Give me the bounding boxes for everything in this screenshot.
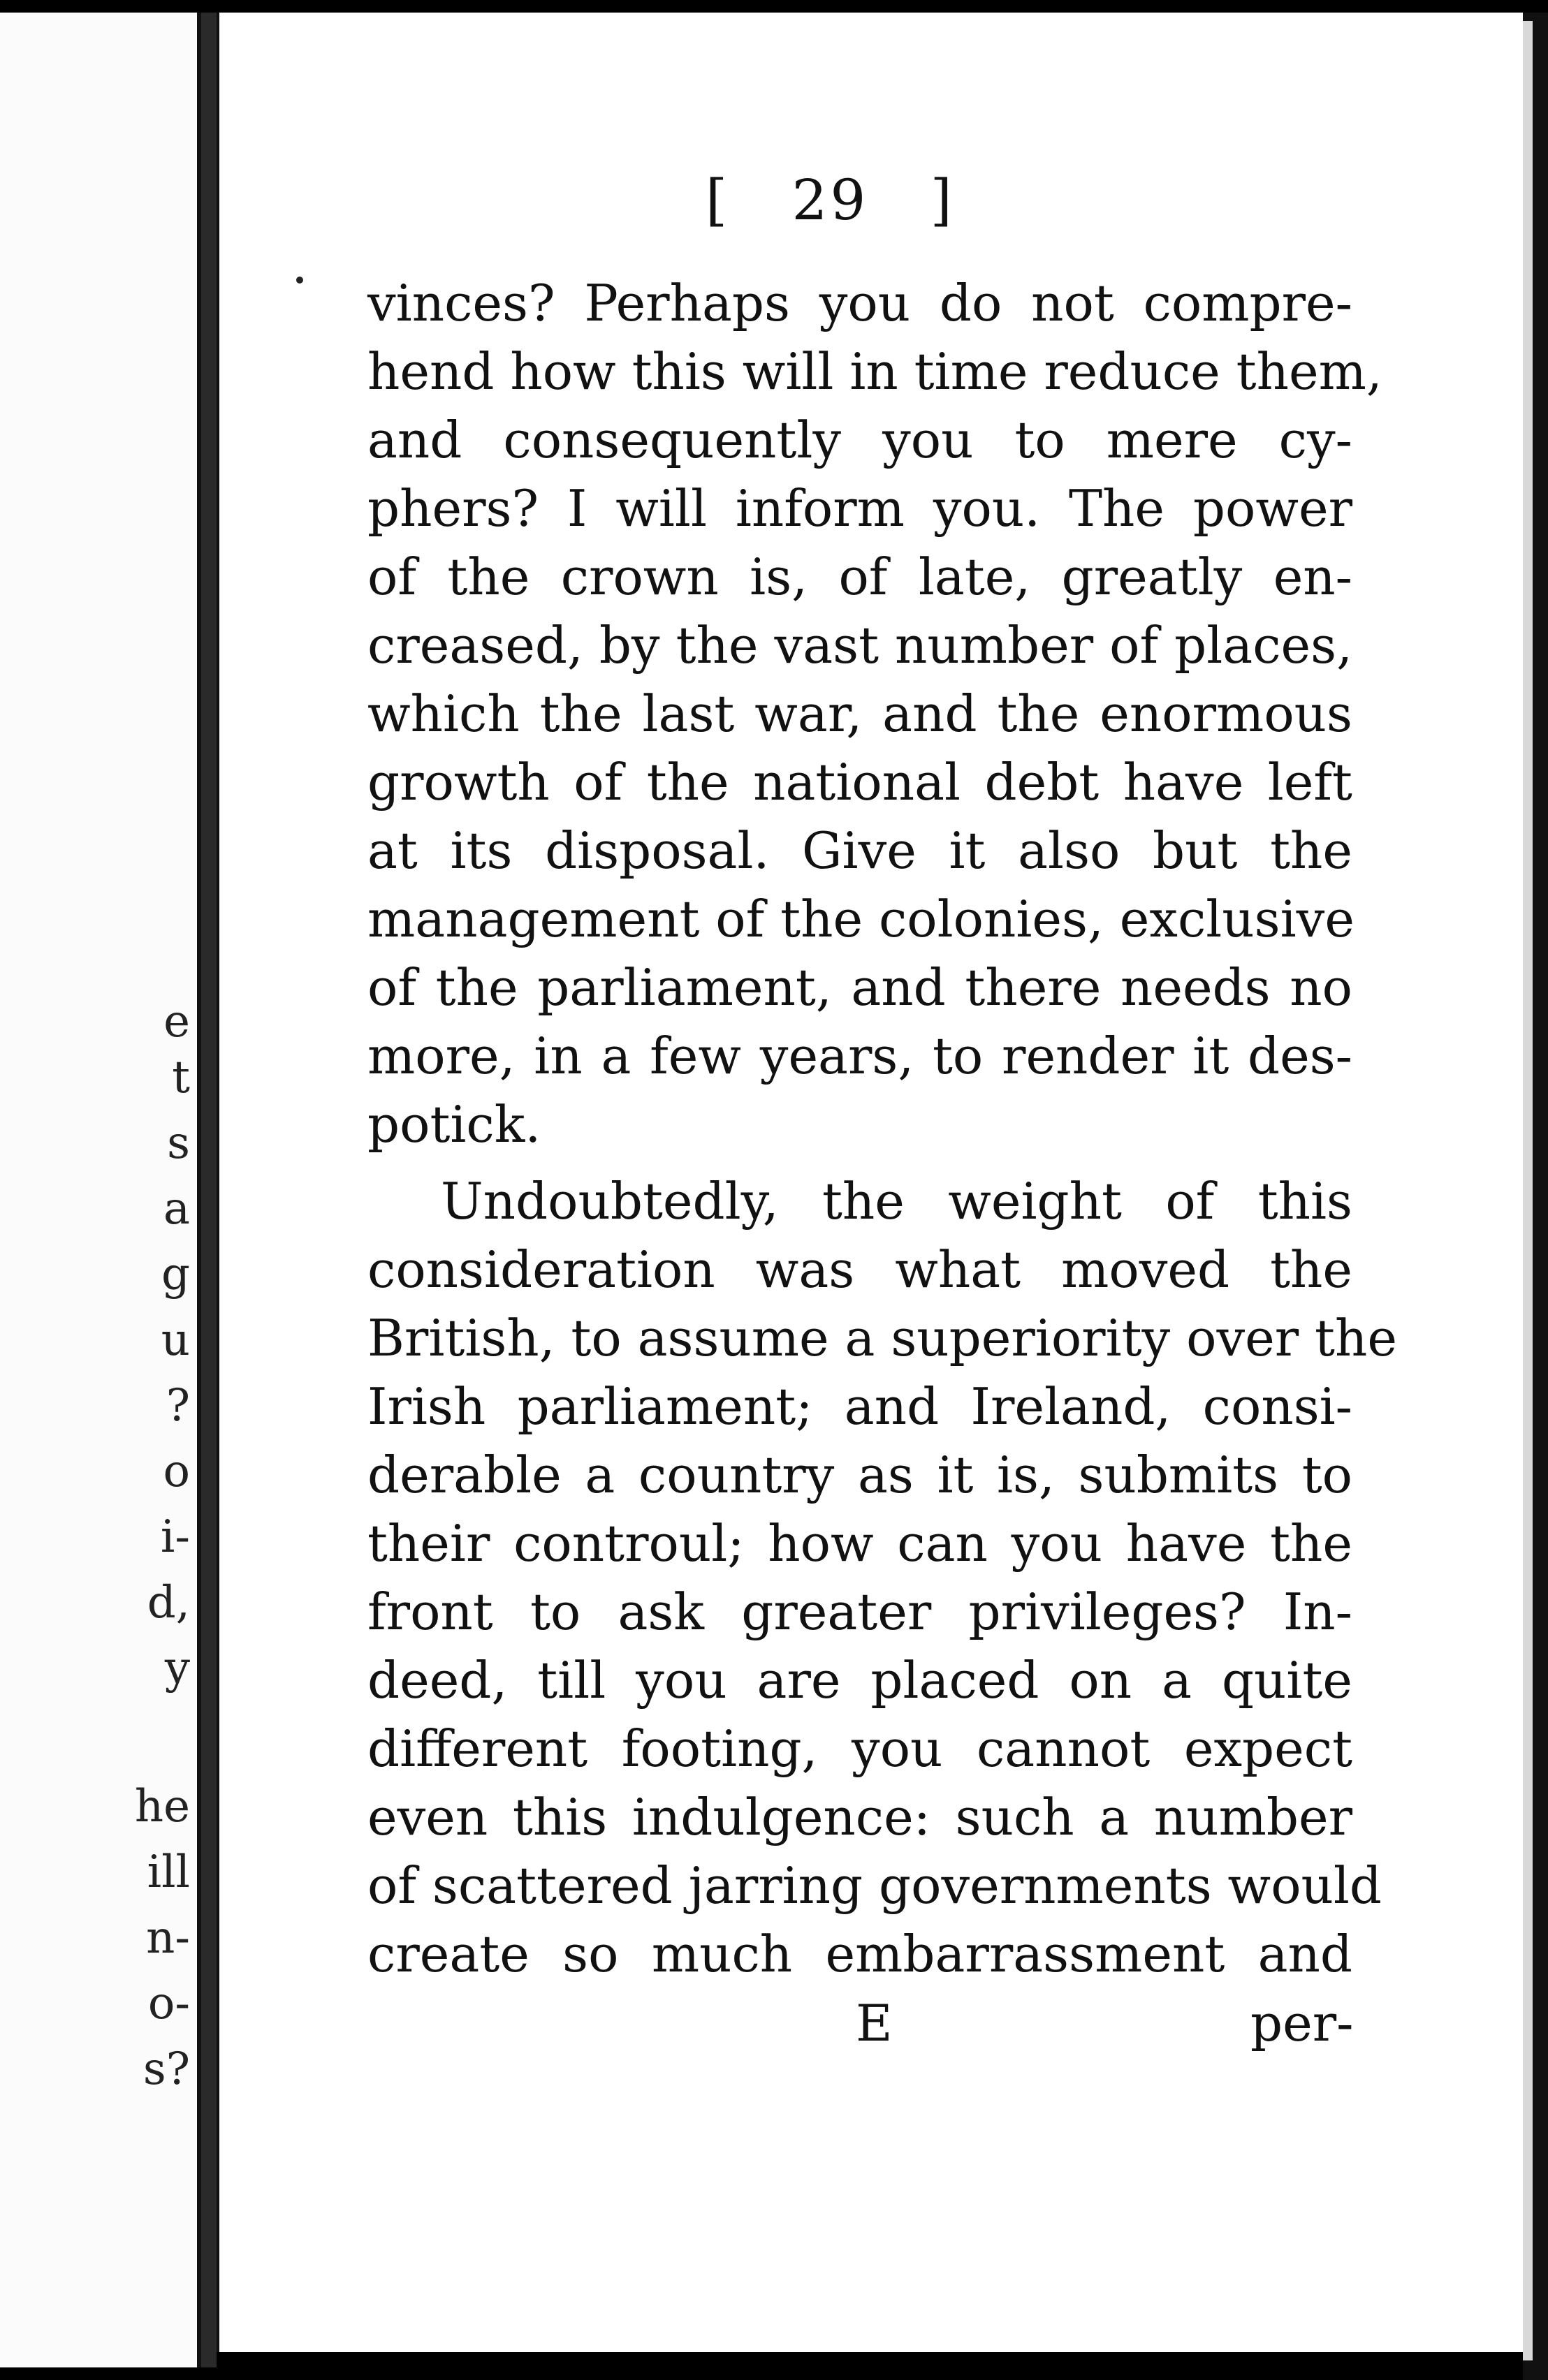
text-line: more, in a few years, to render it des- <box>367 1027 1352 1085</box>
text-line: of the parliament, and there needs no <box>367 958 1352 1017</box>
text-line: derable a country as it is, submits to <box>367 1446 1352 1504</box>
text-line: potick. <box>367 1095 541 1154</box>
text-line: even this indulgence: such a number <box>367 1788 1352 1846</box>
facing-page-fragment: u <box>161 1314 190 1366</box>
text-line: growth of the national debt have left <box>367 753 1352 811</box>
text-line: their controul; how can you have the <box>367 1514 1352 1573</box>
facing-page-fragment: o <box>163 1446 190 1497</box>
facing-page-fragment: e <box>163 996 190 1048</box>
paragraph-1 <box>367 269 1382 1159</box>
page-number: [ 29 ] <box>706 168 955 233</box>
signature-mark: E <box>856 1994 893 2052</box>
text-line: and consequently you to mere cy- <box>367 411 1352 469</box>
catchword: per- <box>1250 1994 1354 2052</box>
text-line: creased, by the vast number of places, <box>367 616 1352 675</box>
text-line: deed, till you are placed on a quite <box>367 1651 1352 1710</box>
page-edge <box>1523 21 1533 2360</box>
text-line: at its disposal. Give it also but the <box>367 821 1352 880</box>
text-line: British, to assume a superiority over the <box>367 1309 1397 1367</box>
paragraph-2 <box>367 1167 1397 1988</box>
book-gutter <box>201 13 217 2367</box>
body-text <box>367 269 1397 1988</box>
text-line: of scattered jarring governments would <box>367 1856 1382 1915</box>
text-line: vinces? Perhaps you do not compre- <box>367 274 1352 332</box>
text-line: Undoubtedly, the weight of this <box>441 1172 1352 1231</box>
text-line: create so much embarrassment and <box>367 1925 1352 1983</box>
facing-page-fragment: ill <box>147 1846 190 1898</box>
facing-page-fragment: t <box>172 1052 190 1103</box>
facing-page-fragment: g <box>161 1249 190 1300</box>
paragraph-gap <box>367 1159 1352 1167</box>
facing-page-fragment: he <box>134 1781 190 1832</box>
facing-page-fragment: ? <box>166 1380 190 1432</box>
text-line: different footing, you cannot expect <box>367 1719 1352 1778</box>
facing-page-fragment: s <box>167 1117 190 1169</box>
text-line: consideration was what moved the <box>367 1240 1352 1299</box>
facing-page-fragment: d, <box>147 1577 190 1629</box>
text-line: which the last war, and the enormous <box>367 684 1352 743</box>
ink-speck <box>296 277 303 284</box>
facing-page-fragment: o- <box>147 1978 190 2029</box>
facing-page-fragment: i- <box>160 1511 190 1563</box>
text-line: front to ask greater privileges? In- <box>367 1582 1352 1641</box>
text-line: Irish parliament; and Ireland, consi- <box>367 1377 1352 1436</box>
text-line: of the crown is, of late, greatly en- <box>367 548 1352 606</box>
facing-page-fragment: y <box>164 1643 190 1694</box>
text-line: management of the colonies, exclusive <box>367 890 1354 948</box>
facing-page-fragment: n- <box>146 1912 190 1964</box>
facing-page-fragment: a <box>163 1183 190 1235</box>
facing-page-strip <box>0 13 201 2367</box>
facing-page-fragment: s? <box>143 2043 190 2095</box>
text-line: phers? I will inform you. The power <box>367 479 1352 538</box>
text-line: hend how this will in time reduce them, <box>367 342 1382 401</box>
